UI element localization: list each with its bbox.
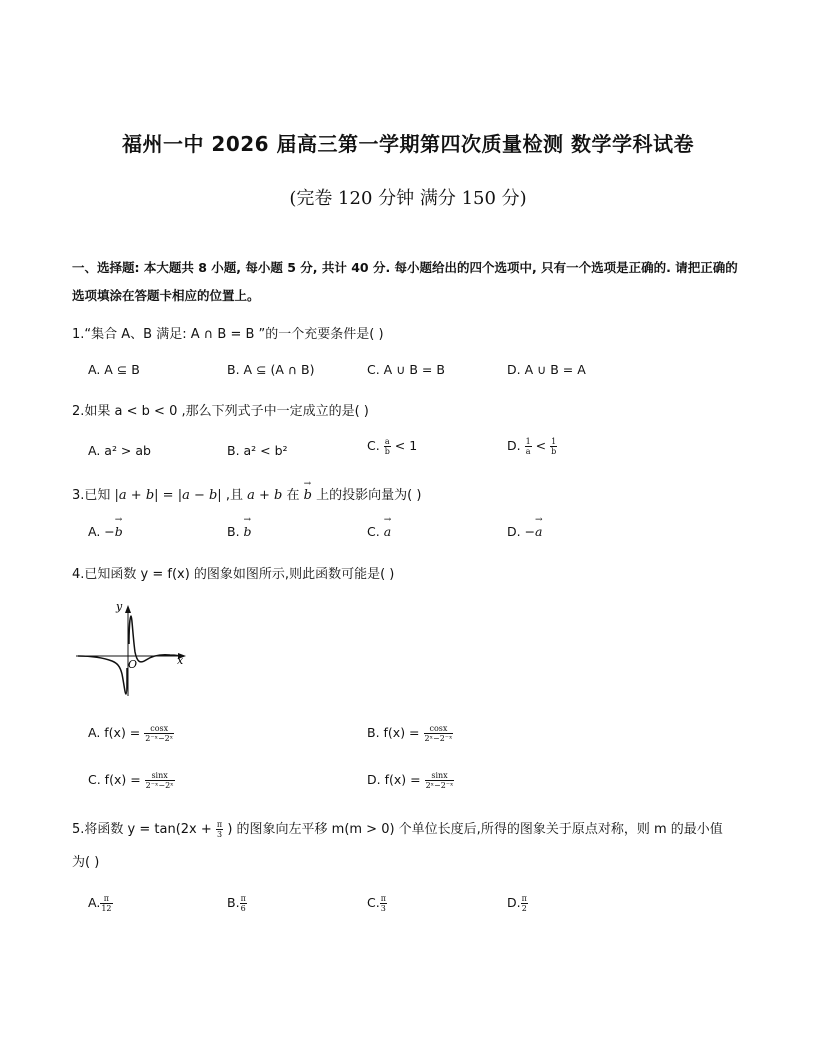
fraction xyxy=(144,724,174,743)
fraction-denominator: b xyxy=(551,447,557,456)
origin-label: O xyxy=(128,658,138,671)
fraction-denominator: 2⁻ˣ−2ˣ xyxy=(145,781,174,790)
option-label: C. xyxy=(367,524,380,539)
question-2-stem: 2.如果 a < b < 0 ,那么下列式子中一定成立的是( ) xyxy=(72,404,369,419)
option-label: A. xyxy=(88,895,101,910)
question-3-option-d xyxy=(507,524,543,539)
fraction-denominator: 2 xyxy=(521,904,527,913)
question-3-option-c xyxy=(367,524,391,539)
option-label: B. xyxy=(227,524,240,539)
fraction-numerator: a xyxy=(384,437,390,446)
fraction-denominator: 3 xyxy=(216,830,223,839)
fraction xyxy=(525,437,532,456)
fraction-numerator: π xyxy=(380,894,386,903)
q5-text: ) 的图象向左平移 m(m > 0) 个单位长度后,所得的图象关于原点对称，则 m 的最小值 xyxy=(227,822,723,837)
vector: → b xyxy=(115,524,123,539)
question-5-option-c xyxy=(367,894,387,913)
fraction-numerator: cosx xyxy=(144,724,174,734)
q3-text: ,且 xyxy=(225,488,243,503)
q3-text: 3.已知 xyxy=(72,488,111,503)
fraction xyxy=(216,820,223,839)
fraction-denominator: 2ˣ−2⁻ˣ xyxy=(424,734,453,743)
question-5-stem-line-1 xyxy=(72,818,723,839)
question-2-option-a: A. a² > ab xyxy=(88,443,151,458)
fraction xyxy=(240,894,247,913)
fraction-denominator: a xyxy=(525,447,531,456)
q3-condition: |a + b| = |a − b| xyxy=(114,488,222,503)
exam-title: 福州一中 2026 届高三第一学期第四次质量检测 数学学科试卷 xyxy=(121,132,695,156)
option-label: C. xyxy=(367,438,380,453)
option-text: < xyxy=(535,438,547,453)
fraction-numerator: π xyxy=(240,894,246,903)
option-label: C. xyxy=(367,895,380,910)
question-4-option-a xyxy=(88,724,174,743)
q3-text: 在 xyxy=(286,488,300,503)
option-label: D. xyxy=(507,895,521,910)
fraction-denominator: 3 xyxy=(380,904,386,913)
fraction-denominator: 6 xyxy=(240,904,246,913)
y-axis-label: y xyxy=(116,600,123,613)
exam-subtitle: (完卷 120 分钟 满分 150 分) xyxy=(289,188,527,209)
fraction xyxy=(425,771,455,790)
x-axis-label: x xyxy=(177,654,184,667)
fraction-numerator: 1 xyxy=(525,437,531,446)
fraction xyxy=(145,771,175,790)
vector: → a xyxy=(384,524,391,539)
question-3-option-b xyxy=(227,524,252,539)
option-label: D. − xyxy=(507,524,536,539)
fraction xyxy=(380,894,387,913)
option-label: D. xyxy=(507,438,521,453)
q5-text: 5.将函数 y = tan(2x + xyxy=(72,822,212,837)
question-1-option-a: A. A ⊆ B xyxy=(88,362,140,377)
fraction xyxy=(521,894,528,913)
question-2-option-d xyxy=(507,437,557,456)
question-3-stem xyxy=(72,484,421,503)
option-label: B. f(x) = xyxy=(367,725,420,740)
fraction-denominator: 12 xyxy=(101,904,112,913)
fraction-numerator: π xyxy=(216,820,223,829)
option-label: B. xyxy=(227,895,240,910)
question-5-option-d xyxy=(507,894,528,913)
fraction-numerator: π xyxy=(100,894,112,904)
section-heading: 一、选择题: 本大题共 8 小题, 每小题 5 分, 共计 40 分. 每小题给出的四个选项中, 只有一个选项是正确的. 请把正确的选项填涂在答题卡相应的位置上。 xyxy=(72,260,738,303)
fraction xyxy=(424,724,454,743)
fraction-numerator: cosx xyxy=(424,724,454,734)
question-5-option-b xyxy=(227,894,247,913)
question-1-option-b: B. A ⊆ (A ∩ B) xyxy=(227,362,315,377)
fraction-denominator: 2ˣ−2⁻ˣ xyxy=(425,781,454,790)
question-1-stem: 1.“集合 A、B 满足: A ∩ B = B ”的一个充要条件是( ) xyxy=(72,327,384,342)
option-label: D. f(x) = xyxy=(367,772,421,787)
q3-text: 上的投影向量为( ) xyxy=(316,488,422,503)
option-label: A. f(x) = xyxy=(88,725,141,740)
question-2-option-b: B. a² < b² xyxy=(227,443,288,458)
option-text: < 1 xyxy=(394,438,418,453)
question-3-option-a xyxy=(88,524,123,539)
y-axis-arrow xyxy=(125,605,131,613)
question-1-option-d: D. A ∪ B = A xyxy=(507,362,586,377)
function-graph xyxy=(74,598,194,700)
q3-vector-sum: a + b xyxy=(247,488,283,503)
fraction-numerator: 1 xyxy=(551,437,557,446)
fraction xyxy=(100,894,112,913)
fraction xyxy=(384,437,391,456)
question-1-option-c: C. A ∪ B = B xyxy=(367,362,445,377)
fraction-denominator: b xyxy=(384,447,390,456)
curve-right-branch xyxy=(129,616,182,662)
question-2-option-c xyxy=(367,437,417,456)
question-5-stem-line-2: 为( ) xyxy=(72,855,100,870)
fraction-numerator: π xyxy=(521,894,527,903)
curve-left-branch xyxy=(78,656,127,694)
fraction-denominator: 2⁻ˣ−2ˣ xyxy=(145,734,174,743)
option-label: C. f(x) = xyxy=(88,772,141,787)
fraction-numerator: sinx xyxy=(145,771,175,781)
fraction xyxy=(550,437,557,456)
vector: → a xyxy=(535,524,542,539)
question-4-stem: 4.已知函数 y = f(x) 的图象如图所示,则此函数可能是( ) xyxy=(72,567,395,582)
question-4-option-c xyxy=(88,771,175,790)
question-5-option-a xyxy=(88,894,113,913)
option-label: A. − xyxy=(88,524,115,539)
vector: → b xyxy=(244,524,252,539)
q3-vector-b: → b xyxy=(304,488,312,503)
question-4-option-d xyxy=(367,771,454,790)
fraction-numerator: sinx xyxy=(425,771,455,781)
question-4-option-b xyxy=(367,724,453,743)
